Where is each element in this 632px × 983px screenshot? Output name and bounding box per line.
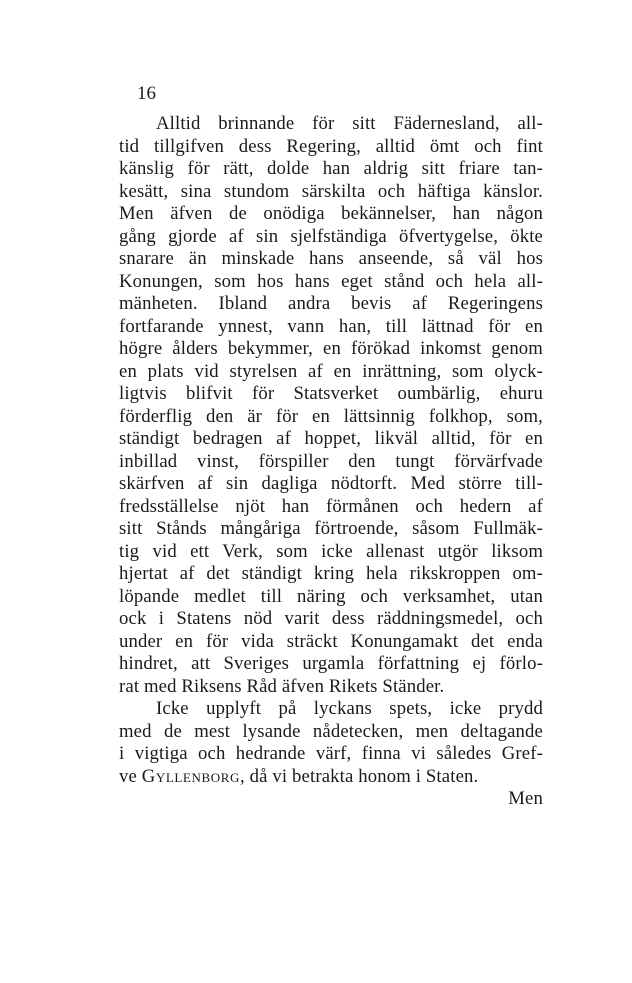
text-fragment: ve xyxy=(119,765,142,787)
text-line: ligtvis blifvit för Statsverket oumbärlig, ehuru xyxy=(119,383,543,404)
text-line: rat med Riksens Råd äfven Rikets Ständer. xyxy=(119,675,445,697)
text-line: fredsställelse njöt han förmånen och hedern af xyxy=(119,495,543,517)
text-line: i vigtiga och hedrande värf, finna vi således Gref- xyxy=(119,743,543,764)
text-line: inbillad vinst, förspiller den tungt förvärfvade xyxy=(119,450,543,472)
text-fragment: , då vi betrakta honom i Staten. xyxy=(239,765,479,787)
text-line: tig vid ett Verk, som icke allenast utgör liksom xyxy=(119,540,543,562)
text-line: ock i Statens nöd varit dess räddningsmedel, och xyxy=(119,608,543,629)
text-line: Alltid brinnande för sitt Fädernesland, all- xyxy=(156,113,543,134)
text-line: löpande medlet till näring och verksamhet, utan xyxy=(119,585,543,607)
text-line: förderflig den är för en lättsinnig folkhop, som, xyxy=(119,405,543,427)
text-line: gång gjorde af sin sjelfständiga öfvertygelse, ökte xyxy=(119,225,543,247)
text-line: hindret, att Sveriges urgamla författning ej förlo- xyxy=(119,653,543,674)
text-line: mänheten. Ibland andra bevis af Regeringens xyxy=(119,293,543,314)
text-line: kesätt, sina stundom särskilta och häftiga känslor. xyxy=(119,180,543,202)
text-line: Icke upplyft på lyckans spets, icke prydd xyxy=(156,698,543,719)
person-name: Gyllenborg xyxy=(141,765,240,787)
text-line: hjertat af det ständigt kring hela rikskroppen om- xyxy=(119,563,543,584)
text-line: fortfarande ynnest, vann han, till lättnad för en xyxy=(119,315,543,337)
text-line: under en för vida sträckt Konungamakt det enda xyxy=(119,630,543,652)
text-line: en plats vid styrelsen af en inrättning, som olyck- xyxy=(119,360,543,382)
paragraph-1 xyxy=(119,113,543,698)
text-line: tid tillgifven dess Regering, alltid ömt och fint xyxy=(119,135,543,157)
text-line: snarare än minskade hans anseende, så väl hos xyxy=(119,248,543,269)
text-line xyxy=(119,766,543,789)
paragraph-2 xyxy=(119,698,543,788)
text-line: ständigt bedragen af hoppet, likväl alltid, för en xyxy=(119,428,543,449)
body-text xyxy=(119,113,543,811)
text-line: känslig för rätt, dolde han aldrig sitt friare tan- xyxy=(119,158,543,179)
text-line: sitt Stånds mångåriga förtroende, såsom Fullmäk- xyxy=(119,518,543,539)
text-line: Men äfven de onödiga bekännelser, han någon xyxy=(119,203,543,224)
text-line: Konungen, som hos hans eget stånd och hela all- xyxy=(119,270,543,292)
text-line: med de mest lysande nådetecken, men deltagande xyxy=(119,720,543,742)
text-line: högre ålders bekymmer, en förökad inkomst genom xyxy=(119,338,543,359)
catchword: Men xyxy=(508,788,543,809)
page-number: 16 xyxy=(137,83,156,104)
text-line: skärfven af sin dagliga nödtorft. Med större till- xyxy=(119,473,543,494)
